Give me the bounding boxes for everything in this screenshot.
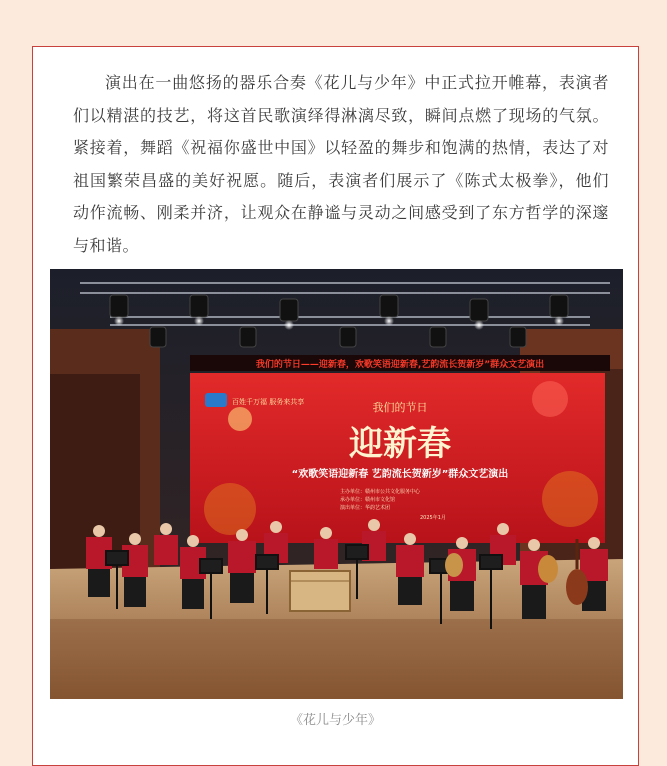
organizer-3: 演出单位：华韵艺术团	[340, 505, 391, 511]
performance-photo	[50, 269, 623, 699]
slogan-text: 百姓千万福 服务来共享	[232, 398, 305, 406]
main-title: 迎新春	[349, 424, 451, 464]
photo-caption: 《花儿与少年》	[289, 713, 381, 728]
subtitle: “欢歌笑语迎新春 艺韵流长贺新岁”群众文艺演出	[291, 469, 509, 480]
article-paragraph: 演出在一曲悠扬的器乐合奏《花儿与少年》中正式拉开帷幕，表演者们以精湛的技艺，将这首民歌演绎得淋漓尽致，瞬间点燃了现场的气氛。紧接着，舞蹈《祝福你盛世中国》以轻盈的舞步和饱满的热情，表达了对祖国繁荣昌盛的美好祝愿。随后，表演者们展示了《陈式太极拳》，他们动作流畅、刚柔并济，让观众在静谧与灵动之间感受到了东方哲学的深邃与和谐。	[73, 73, 609, 255]
organizer-1: 主办单位：赣州市公共文化服务中心	[340, 489, 421, 495]
article-card	[32, 46, 639, 766]
organizer-2: 承办单位：赣州市文化馆	[340, 497, 396, 503]
date-text: 2025年1月	[420, 515, 446, 521]
festival-logo: 我们的节日	[372, 401, 428, 414]
logo-badge	[205, 393, 227, 407]
banner-text: 我们的节日——迎新春，欢歌笑语迎新春,艺韵流长贺新岁”群众文艺演出	[255, 360, 545, 370]
